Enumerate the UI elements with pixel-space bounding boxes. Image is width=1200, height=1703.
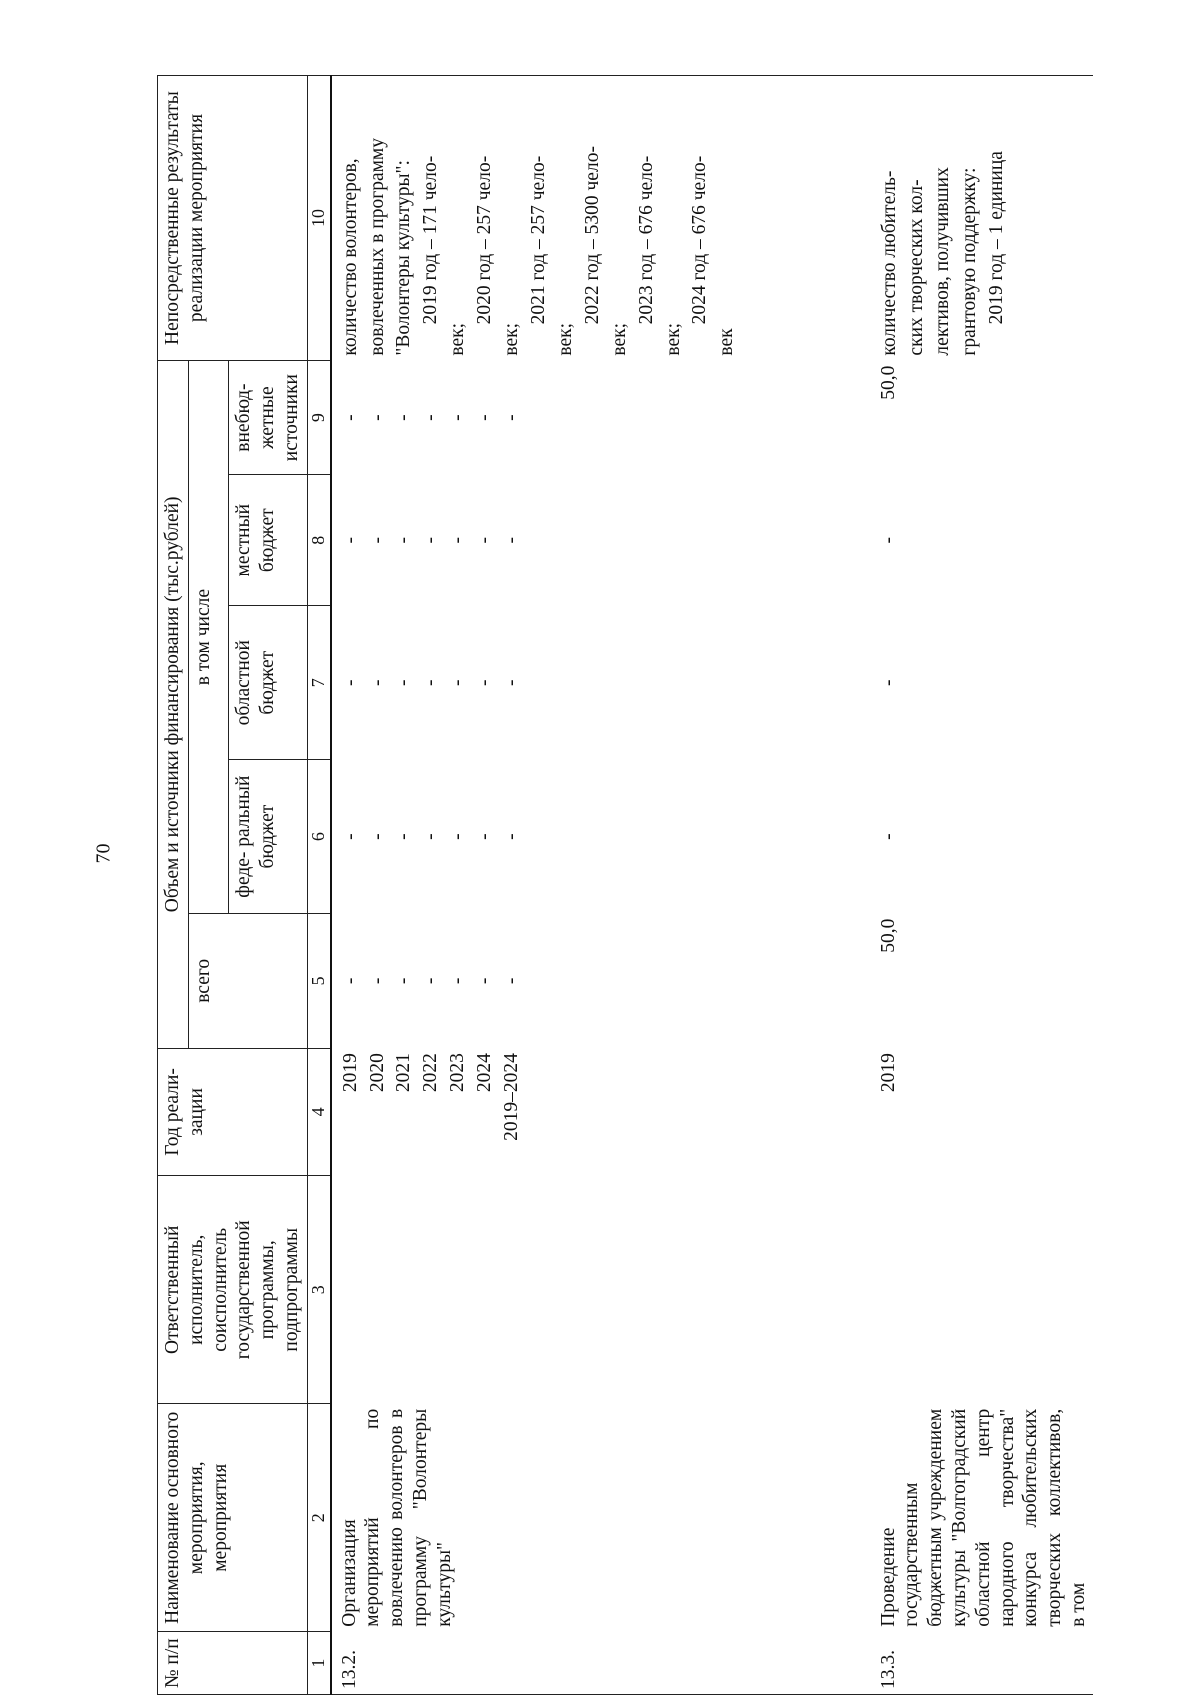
result-line: век;	[662, 322, 684, 356]
result-line: век;	[501, 322, 523, 356]
value: -	[447, 977, 469, 985]
col-number: 1	[307, 1632, 330, 1695]
value: -	[339, 414, 361, 421]
row-local	[331, 475, 871, 606]
col-number: 2	[307, 1404, 330, 1632]
column-number-row	[307, 76, 330, 1695]
year: 2019–2024	[501, 1053, 523, 1141]
value: -	[877, 833, 899, 840]
result-line: век	[716, 328, 738, 356]
header-num: № п/п	[158, 1632, 308, 1695]
value: -	[339, 977, 361, 985]
year: 2022	[420, 1053, 442, 1093]
row-federal	[871, 760, 1093, 914]
row-years	[331, 1048, 871, 1176]
result-line: 2023 год – 676 чело-	[635, 155, 657, 325]
value: -	[420, 679, 442, 686]
value: -	[447, 679, 469, 686]
row-number: 13.3.	[871, 1632, 1093, 1695]
value: -	[501, 977, 523, 985]
table-row	[331, 76, 871, 1695]
result-line: век;	[447, 322, 469, 356]
row-federal	[331, 760, 871, 914]
row-total	[331, 914, 871, 1049]
value: -	[393, 679, 415, 686]
table-row	[871, 76, 1093, 1695]
value: -	[393, 414, 415, 421]
value: -	[877, 536, 899, 544]
col-number: 4	[307, 1048, 330, 1176]
row-activity-name: Проведение государственным бюджетным учреждением культуры "Волгоградский областной центр народного творчества" конкурса любительских творческих коллективов, в том	[877, 1408, 1089, 1627]
header-year: Год реали- зации	[158, 1048, 308, 1176]
row-total	[871, 914, 1093, 1049]
header-incl: в том числе	[188, 361, 229, 914]
result-line: 2020 год – 257 чело-	[474, 155, 496, 325]
value: -	[501, 536, 523, 544]
row-years	[871, 1048, 1093, 1176]
header-name: Наименование основного мероприятия, мероприятия	[158, 1404, 308, 1632]
value: -	[501, 414, 523, 421]
year: 2021	[393, 1053, 415, 1093]
header-extra: внебюд- жетные источники	[229, 361, 307, 475]
header-local: местный бюджет	[229, 475, 307, 606]
header-executor: Ответственный исполнитель, соисполнитель государственной программы, подпрограммы	[158, 1176, 308, 1404]
value: -	[366, 536, 388, 544]
value: 50,0	[877, 365, 899, 400]
row-executor	[871, 1176, 1093, 1404]
financing-table	[157, 75, 1093, 1695]
year: 2023	[447, 1053, 469, 1093]
row-results	[871, 76, 1093, 361]
value: -	[501, 833, 523, 840]
result-line: вовлеченных в программу	[366, 137, 388, 356]
header-results: Непосредственные результаты реализации мероприятия	[158, 76, 308, 361]
col-number: 5	[307, 914, 330, 1049]
result-line: 2024 год – 676 чело-	[689, 155, 711, 325]
year: 2019	[877, 1053, 899, 1093]
value: -	[339, 536, 361, 544]
col-number: 6	[307, 760, 330, 914]
value: -	[366, 833, 388, 840]
result-line: 2021 год – 257 чело-	[527, 155, 549, 325]
header-funding: Объем и источники финансирования (тыс.рублей)	[158, 361, 189, 1049]
row-regional	[871, 606, 1093, 760]
header-total: всего	[188, 914, 307, 1049]
value: -	[393, 977, 415, 985]
value: -	[420, 414, 442, 421]
value: -	[474, 414, 496, 421]
result-line: лективов, получивших	[932, 167, 954, 356]
value: -	[877, 679, 899, 686]
row-local	[871, 475, 1093, 606]
row-results	[331, 76, 871, 361]
result-line: количество любитель-	[878, 170, 900, 356]
value: -	[339, 679, 361, 686]
value: -	[447, 414, 469, 421]
value: -	[366, 977, 388, 985]
value: -	[420, 833, 442, 840]
row-activity-name: Организация мероприятий по вовлечению волонтеров в программу "Волонтеры культуры"	[338, 1408, 455, 1627]
result-line: ских творческих кол-	[905, 179, 927, 356]
col-number: 3	[307, 1176, 330, 1404]
result-line: количество волонтеров,	[339, 158, 361, 356]
rotated-document-page	[107, 0, 1189, 1695]
value: -	[393, 536, 415, 544]
value: -	[366, 679, 388, 686]
col-number: 7	[307, 606, 330, 760]
value: -	[501, 679, 523, 686]
value: -	[339, 833, 361, 840]
value: -	[474, 679, 496, 686]
value: -	[474, 536, 496, 544]
row-number: 13.2.	[331, 1632, 871, 1695]
value: 50,0	[877, 918, 899, 953]
year: 2019	[339, 1053, 361, 1093]
value: -	[474, 977, 496, 985]
year: 2020	[366, 1053, 388, 1093]
value: -	[420, 977, 442, 985]
row-regional	[331, 606, 871, 760]
value: -	[447, 536, 469, 544]
value: -	[474, 833, 496, 840]
page-number: 70	[92, 843, 115, 864]
value: -	[447, 833, 469, 840]
row-executor	[331, 1176, 871, 1404]
result-line: 2019 год – 171 чело-	[420, 155, 442, 325]
value: -	[420, 536, 442, 544]
col-number: 9	[307, 361, 330, 475]
result-line: "Волонтеры культуры":	[393, 160, 415, 356]
col-number: 10	[307, 76, 330, 361]
header-federal: феде- ральный бюджет	[229, 760, 307, 914]
result-line: 2022 год – 5300 чело-	[581, 146, 603, 325]
value: -	[366, 414, 388, 421]
result-line: век;	[554, 322, 576, 356]
row-extra	[871, 361, 1093, 475]
result-line: век;	[608, 322, 630, 356]
result-line: 2019 год – 1 единица	[986, 151, 1008, 325]
header-regional: областной бюджет	[229, 606, 307, 760]
col-number: 8	[307, 475, 330, 606]
row-extra	[331, 361, 871, 475]
value: -	[393, 833, 415, 840]
result-line: грантовую поддержку:	[959, 167, 981, 356]
year: 2024	[474, 1053, 496, 1093]
